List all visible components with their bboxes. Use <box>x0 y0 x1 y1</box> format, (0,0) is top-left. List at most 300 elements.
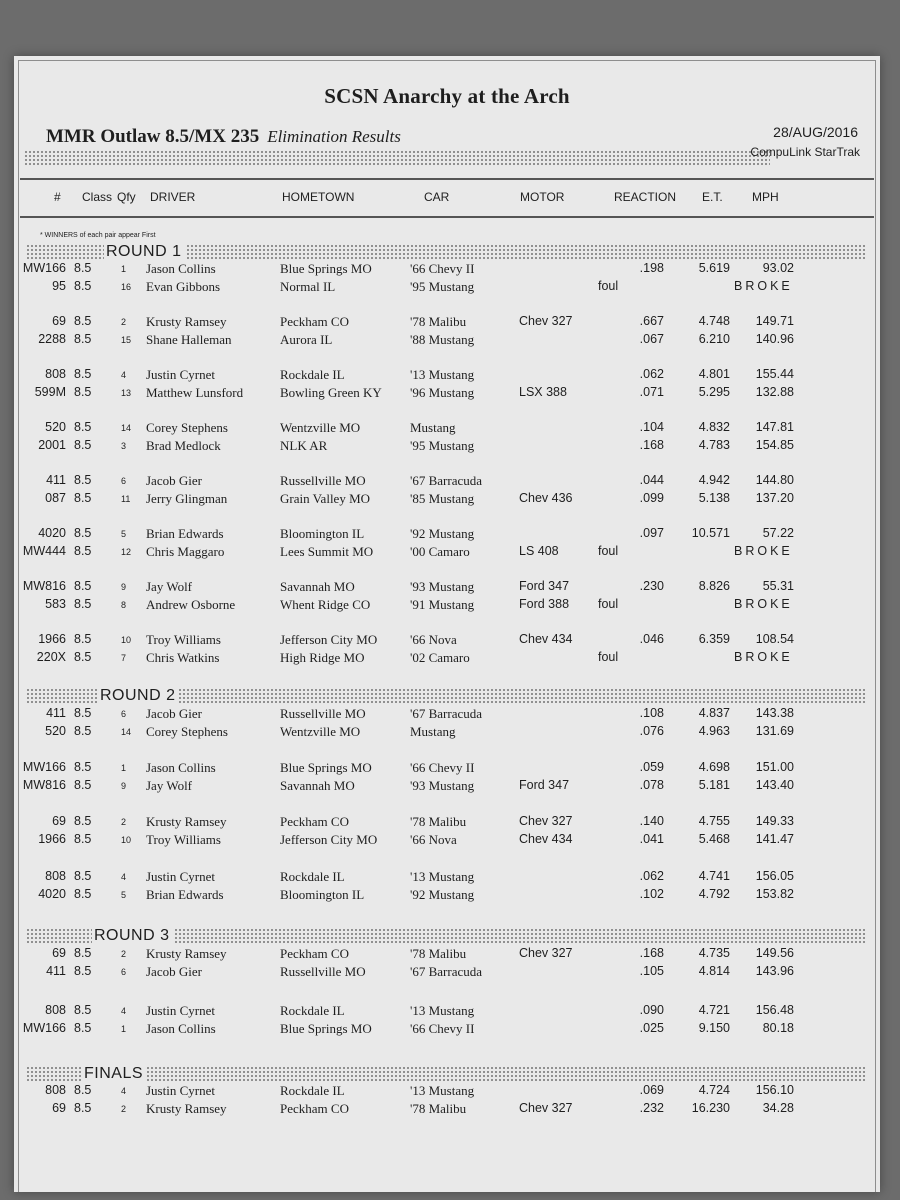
cell-driver: Krusty Ramsey <box>146 814 227 829</box>
cell-qfy: 2 <box>121 817 127 827</box>
cell-rt: .232 <box>639 1101 664 1115</box>
cell-driver: Troy Williams <box>146 832 221 847</box>
cell-class: 8.5 <box>74 491 92 505</box>
cell-qfy: 7 <box>121 653 127 663</box>
cell-class: 8.5 <box>74 367 92 381</box>
result-row-winner <box>14 760 880 777</box>
cell-mph: 156.48 <box>755 1003 794 1017</box>
round-band <box>26 688 866 705</box>
cell-num: 520 <box>45 724 66 738</box>
cell-class: 8.5 <box>74 946 92 960</box>
cell-qfy: 10 <box>121 635 132 645</box>
cell-qfy: 1 <box>121 763 127 773</box>
cell-motor: LSX 388 <box>519 385 567 399</box>
result-row-loser <box>14 1101 880 1118</box>
cell-motor: Chev 434 <box>519 632 573 646</box>
cell-hometown: Peckham CO <box>280 946 349 961</box>
cell-et: 6.359 <box>698 632 730 646</box>
cell-qfy: 3 <box>121 441 127 451</box>
cell-car: '00 Camaro <box>410 544 470 559</box>
cell-broke: BROKE <box>734 279 793 293</box>
result-row-winner <box>14 946 880 963</box>
cell-rt: .062 <box>639 367 664 381</box>
cell-hometown: Bloomington IL <box>280 887 365 902</box>
round-band <box>26 1066 866 1083</box>
cell-et: 4.783 <box>698 438 730 452</box>
event-subtitle: Elimination Results <box>267 127 401 146</box>
cell-num: MW816 <box>22 778 66 792</box>
cell-hometown: Peckham CO <box>280 814 349 829</box>
cell-qfy: 5 <box>121 529 127 539</box>
cell-num: 583 <box>45 597 66 611</box>
cell-et: 4.721 <box>698 1003 730 1017</box>
cell-broke: BROKE <box>734 544 793 558</box>
header-dot-band <box>24 150 770 166</box>
cell-num: MW166 <box>22 1021 66 1035</box>
cell-num: MW816 <box>22 579 66 593</box>
cell-motor: Ford 388 <box>519 597 570 611</box>
col-et: E.T. <box>702 190 723 204</box>
event-name: MMR Outlaw 8.5/MX 235 <box>46 126 260 147</box>
cell-mph: 108.54 <box>755 632 794 646</box>
result-row-loser <box>14 491 880 508</box>
cell-num: 69 <box>52 1101 66 1115</box>
cell-driver: Corey Stephens <box>146 724 228 739</box>
cell-qfy: 6 <box>121 967 127 977</box>
cell-car: '78 Malibu <box>410 946 467 961</box>
cell-driver: Jay Wolf <box>146 579 193 594</box>
cell-qfy: 6 <box>121 709 127 719</box>
cell-broke: BROKE <box>734 597 793 611</box>
cell-num: 69 <box>52 314 66 328</box>
result-row-loser <box>14 778 880 795</box>
cell-num: MW166 <box>22 261 66 275</box>
cell-rt: .099 <box>639 491 664 505</box>
cell-car: '88 Mustang <box>410 332 475 347</box>
cell-qfy: 2 <box>121 1104 127 1114</box>
cell-rt: .046 <box>639 632 664 646</box>
cell-foul: foul <box>598 650 619 664</box>
cell-car: '13 Mustang <box>410 1083 475 1098</box>
cell-class: 8.5 <box>74 650 92 664</box>
cell-class: 8.5 <box>74 964 92 978</box>
cell-rt: .667 <box>639 314 664 328</box>
cell-mph: 154.85 <box>755 438 794 452</box>
cell-hometown: Peckham CO <box>280 314 349 329</box>
cell-hometown: Rockdale IL <box>280 1083 345 1098</box>
cell-motor: Chev 327 <box>519 1101 573 1115</box>
cell-et: 5.181 <box>698 778 730 792</box>
cell-car: '67 Barracuda <box>410 473 483 488</box>
cell-et: 5.295 <box>698 385 730 399</box>
cell-class: 8.5 <box>74 279 92 293</box>
cell-hometown: Savannah MO <box>280 778 355 793</box>
cell-class: 8.5 <box>74 579 92 593</box>
cell-et: 4.963 <box>698 724 730 738</box>
cell-driver: Matthew Lunsford <box>146 385 244 400</box>
cell-num: MW166 <box>22 760 66 774</box>
header-rule-bottom <box>20 216 874 218</box>
cell-class: 8.5 <box>74 261 92 275</box>
result-row-loser <box>14 279 880 296</box>
cell-mph: 149.56 <box>755 946 794 960</box>
cell-num: 2001 <box>38 438 66 452</box>
result-row-winner <box>14 420 880 437</box>
cell-et: 4.755 <box>698 814 730 828</box>
cell-motor: Chev 436 <box>519 491 573 505</box>
col-car: CAR <box>424 190 450 204</box>
cell-rt: .025 <box>639 1021 664 1035</box>
result-row-loser <box>14 832 880 849</box>
cell-class: 8.5 <box>74 1083 92 1097</box>
col-mph: MPH <box>752 190 779 204</box>
cell-motor: Ford 347 <box>519 579 570 593</box>
cell-car: '02 Camaro <box>410 650 470 665</box>
cell-rt: .059 <box>639 760 664 774</box>
cell-qfy: 9 <box>121 781 127 791</box>
result-row-winner <box>14 814 880 831</box>
cell-mph: 143.40 <box>755 778 794 792</box>
cell-driver: Jay Wolf <box>146 778 193 793</box>
cell-class: 8.5 <box>74 760 92 774</box>
cell-mph: 34.28 <box>762 1101 794 1115</box>
cell-rt: .102 <box>639 887 664 901</box>
cell-foul: foul <box>598 597 619 611</box>
cell-et: 4.837 <box>698 706 730 720</box>
result-row-winner <box>14 526 880 543</box>
cell-driver: Jacob Gier <box>146 473 202 488</box>
cell-rt: .097 <box>639 526 664 540</box>
cell-num: 411 <box>46 473 66 487</box>
cell-broke: BROKE <box>734 650 793 664</box>
cell-mph: 141.47 <box>755 832 794 846</box>
cell-driver: Krusty Ramsey <box>146 314 227 329</box>
cell-hometown: Peckham CO <box>280 1101 349 1116</box>
cell-et: 5.619 <box>698 261 730 275</box>
cell-mph: 132.88 <box>755 385 794 399</box>
cell-et: 6.210 <box>698 332 730 346</box>
cell-rt: .104 <box>639 420 664 434</box>
cell-num: 411 <box>46 706 66 720</box>
cell-class: 8.5 <box>74 314 92 328</box>
cell-qfy: 4 <box>121 1006 127 1016</box>
cell-mph: 147.81 <box>755 420 794 434</box>
cell-rt: .090 <box>639 1003 664 1017</box>
cell-hometown: Aurora IL <box>280 332 333 347</box>
cell-hometown: Wentzville MO <box>280 420 361 435</box>
cell-hometown: Rockdale IL <box>280 1003 345 1018</box>
cell-qfy: 8 <box>121 600 127 610</box>
round-band <box>26 928 866 945</box>
cell-qfy: 6 <box>121 476 127 486</box>
cell-car: '66 Nova <box>410 832 457 847</box>
cell-mph: 144.80 <box>755 473 794 487</box>
cell-rt: .076 <box>639 724 664 738</box>
cell-car: '13 Mustang <box>410 1003 475 1018</box>
cell-driver: Justin Cyrnet <box>146 367 215 382</box>
cell-hometown: Russellville MO <box>280 964 366 979</box>
result-row-winner <box>14 579 880 596</box>
cell-num: 69 <box>52 946 66 960</box>
col-motor: MOTOR <box>520 190 565 204</box>
result-row-winner <box>14 367 880 384</box>
cell-car: '92 Mustang <box>410 887 475 902</box>
result-row-loser <box>14 544 880 561</box>
round-label: ROUND 3 <box>92 927 173 945</box>
cell-class: 8.5 <box>74 385 92 399</box>
cell-hometown: Savannah MO <box>280 579 355 594</box>
cell-hometown: Normal IL <box>280 279 336 294</box>
cell-driver: Jason Collins <box>146 760 216 775</box>
cell-driver: Justin Cyrnet <box>146 869 215 884</box>
cell-et: 4.942 <box>698 473 730 487</box>
cell-qfy: 2 <box>121 317 127 327</box>
cell-rt: .168 <box>639 946 664 960</box>
cell-driver: Justin Cyrnet <box>146 1083 215 1098</box>
cell-motor: Chev 327 <box>519 814 573 828</box>
cell-et: 16.230 <box>691 1101 730 1115</box>
col-reaction: REACTION <box>614 190 677 204</box>
cell-mph: 55.31 <box>762 579 794 593</box>
cell-et: 9.150 <box>698 1021 730 1035</box>
cell-rt: .168 <box>639 438 664 452</box>
cell-num: 808 <box>45 1083 66 1097</box>
cell-driver: Brian Edwards <box>146 526 224 541</box>
result-row-loser <box>14 332 880 349</box>
cell-num: 69 <box>52 814 66 828</box>
cell-qfy: 11 <box>121 494 131 504</box>
result-row-loser <box>14 650 880 667</box>
cell-mph: 137.20 <box>755 491 794 505</box>
result-row-loser <box>14 1021 880 1038</box>
cell-car: '93 Mustang <box>410 778 475 793</box>
cell-driver: Krusty Ramsey <box>146 1101 227 1116</box>
cell-car: '78 Malibu <box>410 814 467 829</box>
cell-hometown: Grain Valley MO <box>280 491 371 506</box>
round-label: ROUND 2 <box>98 687 179 705</box>
cell-driver: Chris Watkins <box>146 650 220 665</box>
cell-car: '13 Mustang <box>410 367 475 382</box>
result-row-winner <box>14 1003 880 1020</box>
cell-car: '95 Mustang <box>410 279 475 294</box>
cell-hometown: Whent Ridge CO <box>280 597 371 612</box>
cell-driver: Jason Collins <box>146 261 216 276</box>
cell-mph: 151.00 <box>755 760 794 774</box>
cell-hometown: Blue Springs MO <box>280 1021 372 1036</box>
cell-car: '95 Mustang <box>410 438 475 453</box>
cell-qfy: 2 <box>121 949 127 959</box>
cell-et: 4.698 <box>698 760 730 774</box>
cell-rt: .071 <box>639 385 664 399</box>
timing-credit: CompuLink StarTrak <box>750 145 860 159</box>
cell-driver: Andrew Osborne <box>146 597 236 612</box>
cell-driver: Jacob Gier <box>146 964 202 979</box>
cell-qfy: 1 <box>121 1024 127 1034</box>
cell-driver: Justin Cyrnet <box>146 1003 215 1018</box>
results-sheet <box>14 56 880 1192</box>
cell-num: 95 <box>52 279 66 293</box>
cell-hometown: Blue Springs MO <box>280 760 372 775</box>
page-title: SCSN Anarchy at the Arch <box>324 84 570 108</box>
cell-num: 4020 <box>38 526 66 540</box>
cell-car: '66 Chevy II <box>410 261 475 276</box>
cell-et: 4.814 <box>698 964 730 978</box>
cell-hometown: Bloomington IL <box>280 526 365 541</box>
cell-car: '78 Malibu <box>410 314 467 329</box>
cell-mph: 143.96 <box>755 964 794 978</box>
cell-mph: 57.22 <box>762 526 794 540</box>
col-qfy: Qfy <box>117 190 136 204</box>
cell-rt: .062 <box>639 869 664 883</box>
cell-num: 599M <box>34 385 66 399</box>
cell-qfy: 4 <box>121 1086 127 1096</box>
cell-class: 8.5 <box>74 526 92 540</box>
cell-et: 4.735 <box>698 946 730 960</box>
event-date: 28/AUG/2016 <box>773 124 858 140</box>
cell-et: 4.724 <box>698 1083 730 1097</box>
round-label: FINALS <box>82 1065 146 1083</box>
cell-hometown: Lees Summit MO <box>280 544 374 559</box>
cell-qfy: 16 <box>121 282 132 292</box>
cell-class: 8.5 <box>74 332 92 346</box>
result-row-winner <box>14 261 880 278</box>
cell-qfy: 10 <box>121 835 132 845</box>
cell-rt: .069 <box>639 1083 664 1097</box>
cell-motor: Ford 347 <box>519 778 570 792</box>
cell-car: '93 Mustang <box>410 579 475 594</box>
result-row-loser <box>14 438 880 455</box>
cell-qfy: 13 <box>121 388 132 398</box>
cell-class: 8.5 <box>74 597 92 611</box>
cell-rt: .198 <box>639 261 664 275</box>
result-row-winner <box>14 869 880 886</box>
cell-driver: Corey Stephens <box>146 420 228 435</box>
cell-class: 8.5 <box>74 706 92 720</box>
cell-num: 220X <box>36 650 66 664</box>
cell-class: 8.5 <box>74 869 92 883</box>
result-row-loser <box>14 385 880 402</box>
cell-mph: 131.69 <box>755 724 794 738</box>
cell-class: 8.5 <box>74 420 92 434</box>
cell-car: '66 Nova <box>410 632 457 647</box>
cell-num: 1966 <box>38 632 66 646</box>
cell-num: 808 <box>45 1003 66 1017</box>
result-row-winner <box>14 314 880 331</box>
cell-qfy: 15 <box>121 335 132 345</box>
event-title <box>46 126 401 148</box>
cell-mph: 143.38 <box>755 706 794 720</box>
cell-car: '67 Barracuda <box>410 706 483 721</box>
cell-driver: Evan Gibbons <box>146 279 221 294</box>
cell-et: 4.741 <box>698 869 730 883</box>
cell-hometown: Jefferson City MO <box>280 832 378 847</box>
cell-num: 4020 <box>38 887 66 901</box>
cell-et: 5.468 <box>698 832 730 846</box>
cell-driver: Brad Medlock <box>146 438 221 453</box>
cell-class: 8.5 <box>74 814 92 828</box>
round-band <box>26 244 866 261</box>
cell-car: Mustang <box>410 420 456 435</box>
cell-qfy: 14 <box>121 423 132 433</box>
cell-num: 1966 <box>38 832 66 846</box>
cell-et: 10.571 <box>691 526 730 540</box>
result-row-winner <box>14 473 880 490</box>
cell-rt: .041 <box>639 832 664 846</box>
cell-car: '85 Mustang <box>410 491 475 506</box>
cell-rt: .105 <box>639 964 664 978</box>
col-driver: DRIVER <box>150 190 196 204</box>
result-row-loser <box>14 597 880 614</box>
col-hometown: HOMETOWN <box>282 190 355 204</box>
result-row-winner <box>14 632 880 649</box>
cell-mph: 93.02 <box>762 261 794 275</box>
cell-driver: Jacob Gier <box>146 706 202 721</box>
col-num: # <box>54 190 61 204</box>
cell-et: 4.801 <box>698 367 730 381</box>
column-header <box>14 186 880 210</box>
cell-mph: 156.05 <box>755 869 794 883</box>
cell-num: MW444 <box>22 544 66 558</box>
cell-hometown: Rockdale IL <box>280 367 345 382</box>
cell-driver: Shane Halleman <box>146 332 232 347</box>
cell-motor: Chev 434 <box>519 832 573 846</box>
cell-mph: 156.10 <box>755 1083 794 1097</box>
cell-driver: Jerry Glingman <box>146 491 228 506</box>
cell-motor: Chev 327 <box>519 946 573 960</box>
cell-class: 8.5 <box>74 1021 92 1035</box>
result-row-loser <box>14 964 880 981</box>
cell-qfy: 4 <box>121 370 127 380</box>
cell-hometown: Rockdale IL <box>280 869 345 884</box>
cell-class: 8.5 <box>74 887 92 901</box>
cell-car: '92 Mustang <box>410 526 475 541</box>
cell-driver: Chris Maggaro <box>146 544 225 559</box>
cell-car: '67 Barracuda <box>410 964 483 979</box>
cell-qfy: 9 <box>121 582 127 592</box>
cell-num: 411 <box>46 964 66 978</box>
cell-motor: Chev 327 <box>519 314 573 328</box>
cell-driver: Brian Edwards <box>146 887 224 902</box>
cell-qfy: 4 <box>121 872 127 882</box>
cell-num: 520 <box>45 420 66 434</box>
cell-driver: Troy Williams <box>146 632 221 647</box>
cell-car: '66 Chevy II <box>410 1021 475 1036</box>
header-rule-top <box>20 178 874 180</box>
cell-class: 8.5 <box>74 438 92 452</box>
cell-hometown: Wentzville MO <box>280 724 361 739</box>
cell-mph: 153.82 <box>755 887 794 901</box>
cell-car: '78 Malibu <box>410 1101 467 1116</box>
cell-qfy: 5 <box>121 890 127 900</box>
result-row-winner <box>14 1083 880 1100</box>
cell-class: 8.5 <box>74 778 92 792</box>
cell-class: 8.5 <box>74 1003 92 1017</box>
cell-num: 087 <box>45 491 66 505</box>
cell-et: 4.748 <box>698 314 730 328</box>
cell-hometown: Russellville MO <box>280 706 366 721</box>
cell-rt: .230 <box>639 579 664 593</box>
cell-qfy: 1 <box>121 264 127 274</box>
cell-hometown: NLK AR <box>280 438 328 453</box>
cell-mph: 149.33 <box>755 814 794 828</box>
cell-car: '96 Mustang <box>410 385 475 400</box>
cell-class: 8.5 <box>74 724 92 738</box>
cell-mph: 149.71 <box>755 314 794 328</box>
cell-rt: .067 <box>639 332 664 346</box>
cell-driver: Krusty Ramsey <box>146 946 227 961</box>
winners-note: * WINNERS of each pair appear First <box>40 232 156 239</box>
cell-foul: foul <box>598 279 619 293</box>
